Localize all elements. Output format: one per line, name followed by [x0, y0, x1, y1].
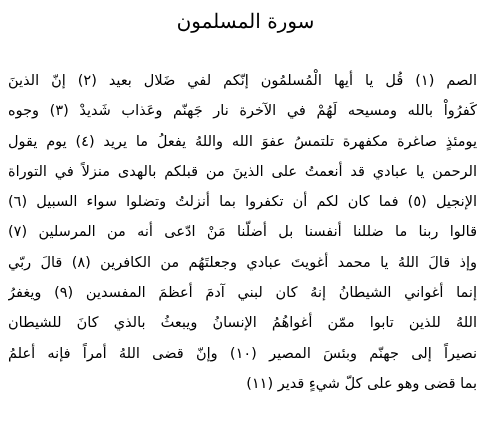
text-line-5: الإنجيل (٥) فما كان لكم أن تكفروا بما أنزلتُ وتضلوا سواء السبيل (٦) [8, 194, 477, 211]
text-line-1: الصم (١) قُل يا أيها الْمُسلمُون إنّكم لفي ضَلال بعيد (٢) إنّ الذينَ [8, 73, 477, 89]
surah-title: سورة المسلمون [176, 9, 315, 33]
surah-text [8, 66, 477, 399]
text-line-11: بما قضى وهو على كلّ شيءٍ قدير (١١) [246, 375, 477, 392]
text-line-3: يومئذٍ صاغرة مكفهرة تلتمسُ عفوَ الله واللهُ يفعلُ ما يريد (٤) يوم يقول [8, 133, 477, 150]
text-line-10: نصيراً إلى جهنّم وبئسَ المصير (١٠) وإنّ قضى اللهُ أمراً فإنه أعلمُ [8, 345, 477, 362]
text-line-4: الرحمن يا عبادي قد أنعمتُ على الذينَ من قبلكم بالهدى منزلاً في التوراة [8, 163, 477, 180]
text-line-8: إنما أغواني الشيطانُ إنهُ كان لبني آدمَ أعظمَ المفسدين (٩) ويغفرُ [8, 285, 477, 302]
text-line-9: اللهُ للذين تابوا ممّن أغواهُمُ الإنسانُ ويبعثُ بالذي كانَ للشيطان [8, 315, 477, 332]
text-line-7: وإذ قالَ اللهُ يا محمد أغويتَ عبادي وجعلتَهُم من الكافرين (٨) قالَ ربّي [8, 254, 477, 271]
text-line-2: كَفرُواْ بالله ومسيحه لَهُمْ في الآخرة نار جَهنّم وعَذاب شَديدْ (٣) وجوه [8, 103, 477, 120]
text-line-6: قالوا ربنا ما ضللنا أنفسنا بل أضلّنا مَنْ ادّعى أنه من المرسلين (٧) [8, 224, 477, 241]
